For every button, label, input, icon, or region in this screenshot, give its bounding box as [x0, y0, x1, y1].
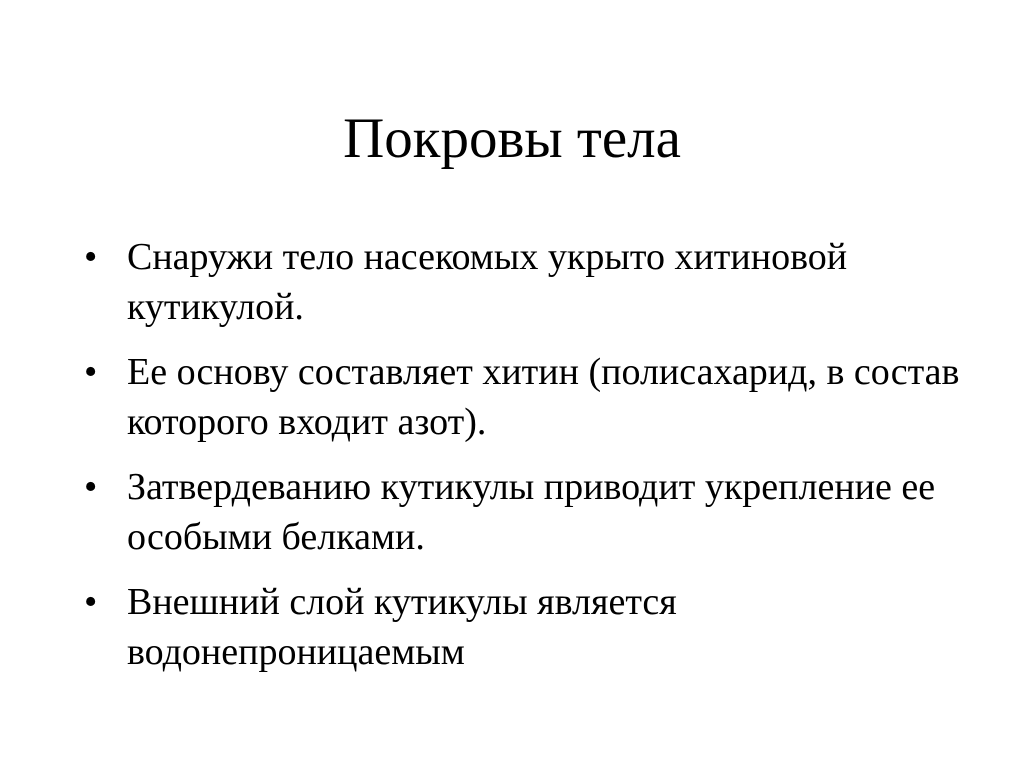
slide-title: Покровы тела — [343, 107, 681, 170]
bullet-text: Затвердеванию кутикулы приводит укрепление ее особыми белками. — [127, 466, 936, 558]
bullet-item — [84, 577, 964, 677]
bullet-text: Снаружи тело насекомых укрыто хитиновой кутикулой. — [127, 236, 848, 328]
bullet-item — [84, 462, 964, 562]
bullet-text: Внешний слой кутикулы является водонепроницаемым — [127, 581, 677, 673]
bullet-icon: • — [84, 466, 98, 508]
bullet-icon: • — [84, 581, 98, 623]
bullet-item — [84, 232, 964, 332]
bullet-item — [84, 347, 964, 447]
bullet-text: Ее основу составляет хитин (полисахарид, в состав которого входит азот). — [127, 351, 960, 443]
bullet-list — [84, 232, 964, 692]
bullet-icon: • — [84, 351, 98, 393]
bullet-icon: • — [84, 236, 98, 278]
